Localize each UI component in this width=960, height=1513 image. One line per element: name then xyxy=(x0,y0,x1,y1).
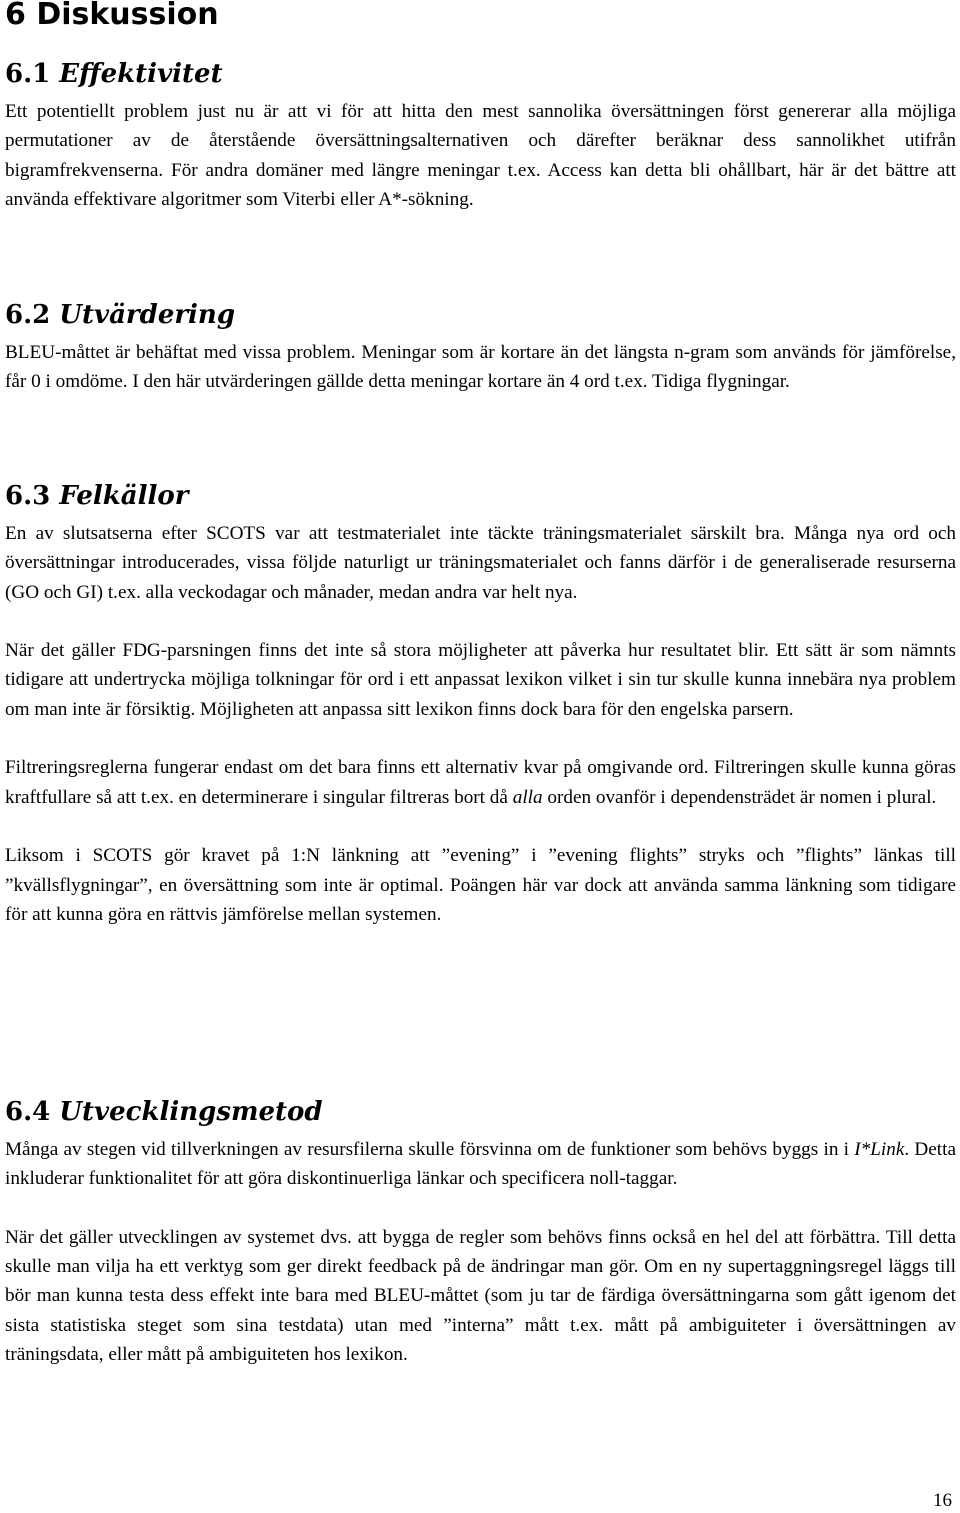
section-felkallor xyxy=(5,478,956,929)
section-title: Utvärdering xyxy=(59,300,236,330)
emphasized-text: alla xyxy=(512,786,543,808)
text-run: Filtreringsreglerna fungerar endast om det bara finns ett alternativ kvar på omgivande ord. Filtreringen skulle kunna göras kraftfullare så att t.ex. en determinerare i singular filtreras bort då xyxy=(5,757,956,808)
section-title: Felkällor xyxy=(59,481,189,511)
section-number: 6.2 xyxy=(5,300,51,330)
section-heading xyxy=(5,1094,956,1130)
section-number: 6.4 xyxy=(5,1097,51,1127)
section-heading xyxy=(5,478,956,514)
section-heading xyxy=(5,56,956,92)
paragraph: En av slutsatserna efter SCOTS var att testmaterialet inte täckte träningsmaterialet särskilt bra. Många nya ord och översättningar introducerades, vissa följde naturligt ur träningsmaterialet och fanns därför i de generaliserade resurserna (GO och GI) t.ex. alla veckodagar och månader, medan andra var helt nya. xyxy=(5,523,956,603)
paragraph xyxy=(5,1135,956,1194)
text-run: orden ovanför i dependensträdet är nomen i plural. xyxy=(542,786,937,808)
paragraph xyxy=(5,753,956,812)
section-heading xyxy=(5,297,956,333)
paragraph: Ett potentiellt problem just nu är att vi för att hitta den mest sannolika översättningen först genererar alla möjliga permutationer av de återstående översättningsalternativen och därefter beräknar dess sannolikhet utifrån bigramfrekvenserna. För andra domäner med längre meningar t.ex. Access kan detta bli ohållbart, här är det bättre att använda effektivare algoritmer som Viterbi eller A*-sökning. xyxy=(5,101,956,210)
page-number: 16 xyxy=(933,1490,952,1511)
text-run: Många av stegen vid tillverkningen av resursfilerna skulle försvinna om de funktioner som behövs byggs in i xyxy=(5,1139,855,1160)
section-utvecklingsmetod xyxy=(5,1094,956,1369)
section-number: 6.1 xyxy=(5,59,51,89)
paragraph: När det gäller utvecklingen av systemet dvs. att bygga de regler som behövs finns också en hel del att förbättra. Till detta skulle man vilja ha ett verktyg som ger direkt feedback på de ändringar man gör. Om en ny supertaggningsregel läggs till bör man kunna testa dess effekt inte bara med BLEU-måttet (som ju tar de färdiga översättningarna som gått igenom det sista statistiska steget som sina testdata) utan med ”interna” mått t.ex. mått på ambiguiteter i översättningen av träningsdata, eller mått på ambiguiteten hos lexikon. xyxy=(5,1226,956,1366)
section-number: 6.3 xyxy=(5,481,51,511)
paragraph: Liksom i SCOTS gör kravet på 1:N länkning att ”evening” i ”evening flights” stryks och ”flights” länkas till ”kvällsflygningar”, en översättning som inte är optimal. Poängen här var dock att använda samma länkning som tidigare för att kunna göra en rättvis jämförelse mellan systemen. xyxy=(5,845,956,925)
chapter-title: 6 Diskussion xyxy=(5,0,219,32)
section-title: Utvecklingsmetod xyxy=(59,1097,323,1127)
section-effektivitet xyxy=(5,56,956,214)
paragraph: När det gäller FDG-parsningen finns det inte så stora möjligheter att påverka hur resultatet blir. Ett sätt är som nämnts tidigare att undertrycka möjliga tolkningar för ord i ett anpassat lexikon vilket i sin tur skulle kunna innebära nya problem om man inte är försiktig. Möjligheten att anpassa sitt lexikon finns dock bara för den engelska parsern. xyxy=(5,640,956,720)
emphasized-text: I*Link xyxy=(854,1139,905,1160)
section-utvardering xyxy=(5,297,956,397)
section-title: Effektivitet xyxy=(59,59,223,89)
paragraph: BLEU-måttet är behäftat med vissa problem. Meningar som är kortare än det längsta n-gram som används för jämförelse, får 0 i omdöme. I den här utvärderingen gällde detta meningar kortare än 4 ord t.ex. Tidiga flygningar. xyxy=(5,342,956,393)
text-run: . Detta inkluderar funktionalitet för att göra diskontinuerliga länkar och specificera noll-taggar. xyxy=(5,1139,956,1190)
